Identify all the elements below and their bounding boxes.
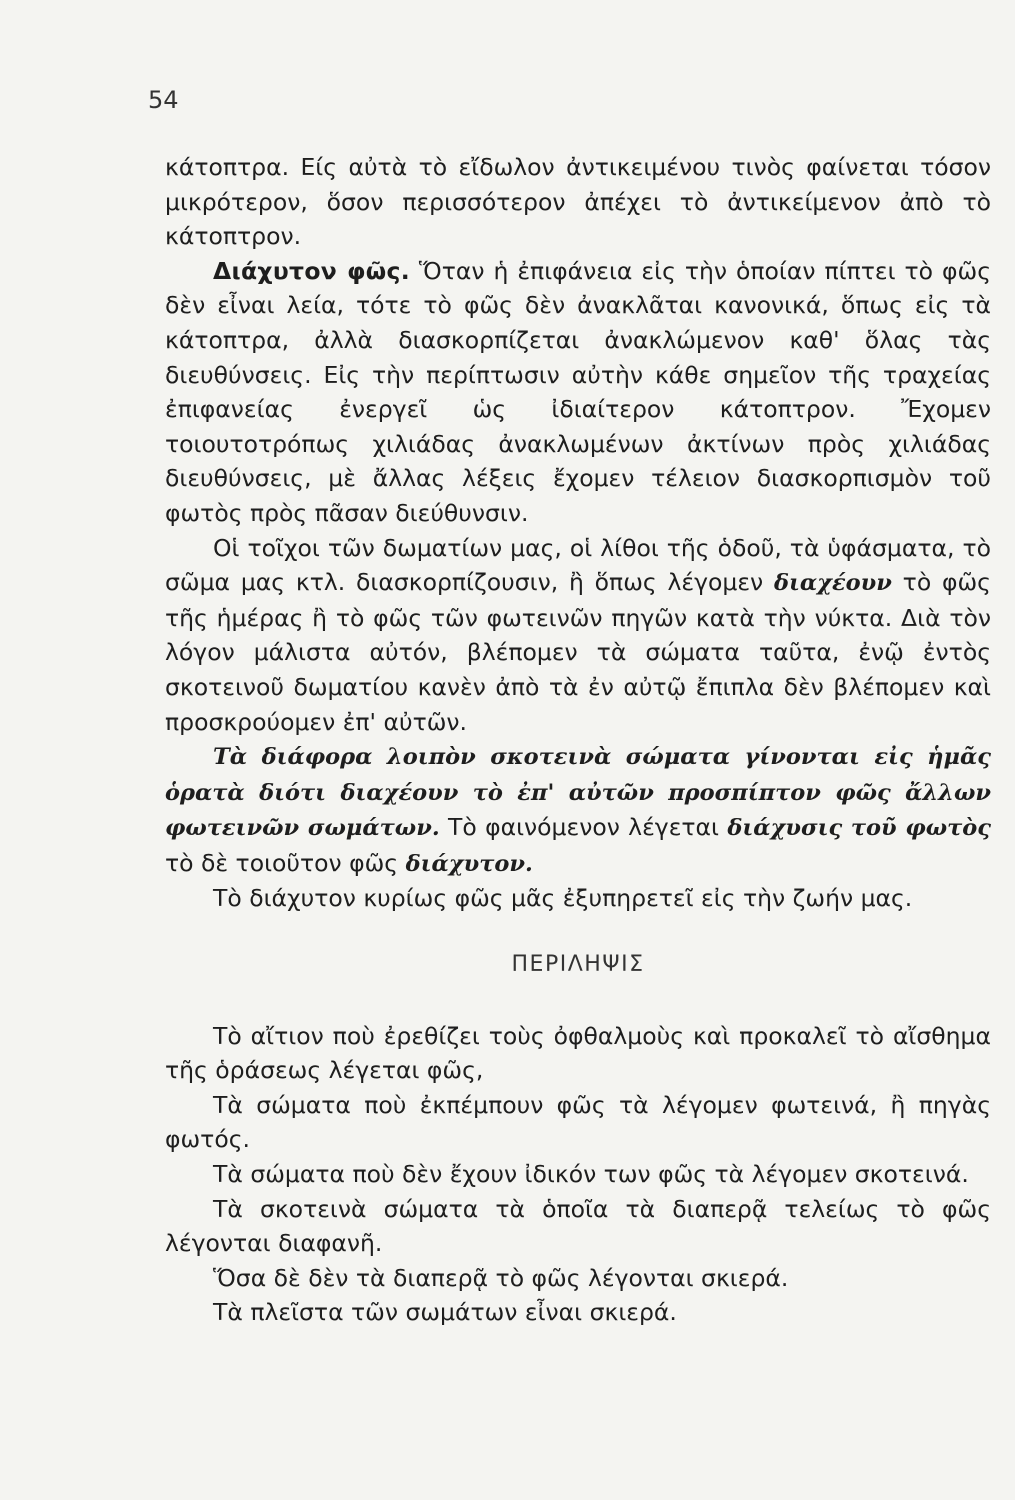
- section-heading: Διάχυτον φῶς.: [213, 256, 410, 285]
- paragraph-text: Οἱ τοῖχοι τῶν δωματίων μας, οἱ λίθοι τῆς ὁδοῦ, τὰ ὑφάσματα, τὸ σῶμα μας κτλ. διασκορπίζουσιν, ἢ ὅπως λέγομεν: [165, 533, 991, 597]
- paragraph-text: τὸ φῶς τῆς ἡμέρας ἢ τὸ φῶς τῶν φωτεινῶν πηγῶν κατὰ τὴν νύκτα. Διὰ τὸν λόγον μάλιστα αὐτόν, βλέπομεν τὰ σώματα ταῦτα, ἐνῷ ἐντὸς σκοτεινοῦ δωματίου κανὲν ἀπὸ τὰ ἐν αὐτῷ ἔπιπλα δὲν βλέπομεν καὶ προσκρούομεν ἐπ' αὐτῶν.: [165, 568, 991, 736]
- paragraph-usefulness: Τὸ διάχυτον κυρίως φῶς μᾶς ἐξυπηρετεῖ εἰς τὴν ζωήν μας.: [213, 884, 913, 913]
- paragraph-text: Ὅταν ἡ ἐπιφάνεια εἰς τὴν ὁποίαν πίπτει τὸ φῶς δὲν εἶναι λεία, τότε τὸ φῶς δὲν ἀνακλᾶται κανονικά, ὅπως εἰς τὰ κάτοπτρα, ἀλλὰ διασκορπίζεται ἀνακλώμενον καθ' ὅλας τὰς διευθύνσεις. Εἰς τὴν περίπτωσιν αὐτὴν κάθε σημεῖον τῆς τραχείας ἐπιφανείας ἐνεργεῖ ὡς ἰδιαίτερον κάτοπτρον. Ἔχομεν τοιουτοτρόπως χιλιάδας ἀνακλωμένων ἀκτίνων πρὸς χιλιάδας διευθύνσεις, μὲ ἄλλας λέξεις ἔχομεν τέλειον διασκορπισμὸν τοῦ φωτὸς πρὸς πᾶσαν διεύθυνσιν.: [165, 256, 991, 527]
- emphasis-term: διάχυσις τοῦ φωτὸς: [727, 815, 991, 842]
- summary-item: Τὰ σκοτεινὰ σώματα τὰ ὁποῖα τὰ διαπερᾷ τελείως τὸ φῶς λέγονται διαφανῆ.: [165, 1194, 991, 1258]
- paragraph-walls: [165, 531, 991, 740]
- summary-title: ΠΕΡΙΛΗΨΙΣ: [511, 952, 645, 978]
- page-number: 54: [148, 86, 179, 114]
- emphasis-term: διάχυτον.: [405, 850, 533, 877]
- summary-item: Τὰ σώματα ποὺ ἐκπέμπουν φῶς τὰ λέγομεν φωτεινά, ἢ πηγὰς φωτός.: [165, 1090, 991, 1154]
- summary-item: Ὅσα δὲ δὲν τὰ διαπερᾷ τὸ φῶς λέγονται σκιερά.: [213, 1263, 789, 1292]
- paragraph-text: Τὸ φαινόμενον λέγεται: [439, 813, 728, 842]
- emphasis-sentence: Τὰ διάφορα λοιπὸν σκοτεινὰ σώματα γίνονται εἰς ἡμᾶς ὁρατὰ διότι διαχέουν τὸ ἐπ' αὐτῶν προσπίπτον φῶς ἄλλων φωτεινῶν σωμάτων.: [165, 744, 991, 842]
- paragraph-mirrors: κάτοπτρα. Είς αὐτὰ τὸ εἴδωλον ἀντικειμένου τινὸς φαίνεται τόσον μικρότερον, ὅσον περισσότερον ἀπέχει τὸ ἀντικείμενον ἀπὸ τὸ κάτοπτρον.: [165, 153, 991, 251]
- emphasis-term: διαχέουν: [773, 570, 892, 597]
- paragraph-definition: [165, 739, 991, 881]
- summary-item: Τὰ πλεῖστα τῶν σωμάτων εἶναι σκιερά.: [213, 1298, 677, 1327]
- text-column: [165, 150, 991, 1330]
- summary-item: Τὰ σώματα ποὺ δὲν ἔχουν ἰδικόν των φῶς τὰ λέγομεν σκοτεινά.: [213, 1160, 969, 1189]
- paragraph-text: τὸ δὲ τοιοῦτον φῶς: [165, 848, 406, 877]
- paragraph-diffuse-light: [165, 254, 991, 531]
- summary-item: Τὸ αἴτιον ποὺ ἐρεθίζει τοὺς ὀφθαλμοὺς καὶ προκαλεῖ τὸ αἴσθημα τῆς ὁράσεως λέγεται φῶς,: [165, 1021, 991, 1085]
